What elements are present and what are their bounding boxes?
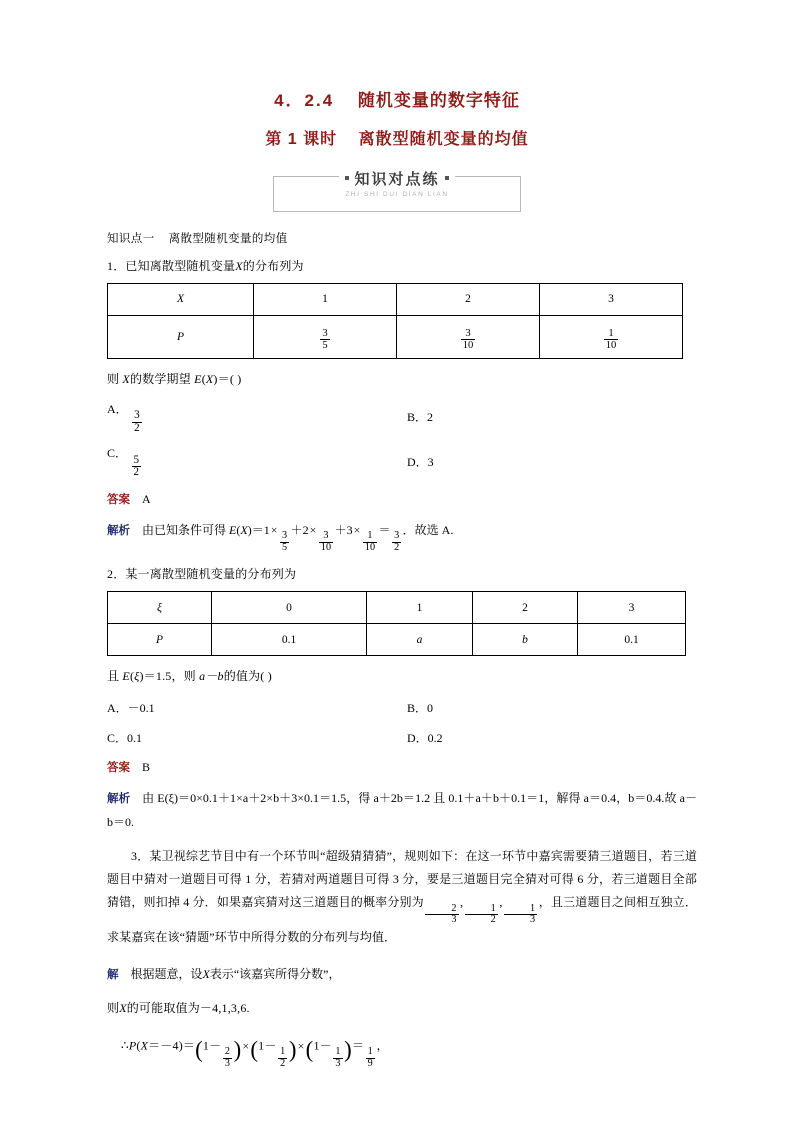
q2-question-tail: 的值为( ) bbox=[223, 669, 272, 684]
fraction-denominator: 9 bbox=[367, 1057, 373, 1069]
section-badge-wrap bbox=[0, 170, 794, 212]
q1-answer-line bbox=[107, 491, 697, 507]
q1-option-a[interactable] bbox=[107, 400, 407, 435]
q2-option-a-key: A． bbox=[107, 700, 128, 715]
fraction-denominator: 3 bbox=[425, 914, 458, 926]
fraction-denominator: 10 bbox=[364, 542, 376, 554]
q2-stem: 2．某一离散型随机变量的分布列为 bbox=[107, 567, 297, 582]
q2-row-label-xi: ξ bbox=[108, 592, 212, 624]
square-bullet-icon bbox=[445, 176, 449, 180]
analysis-label: 解析 bbox=[107, 793, 131, 806]
q1-p-value bbox=[397, 315, 540, 358]
fraction-numerator: 3 bbox=[134, 408, 140, 421]
lesson-title: 离散型随机变量的均值 bbox=[358, 130, 529, 148]
q1-x-value: 2 bbox=[397, 283, 540, 315]
q1-p-value bbox=[540, 315, 683, 358]
fraction-numerator: 1 bbox=[490, 902, 496, 914]
q2-option-b-key: B． bbox=[407, 700, 428, 715]
fraction-denominator: 10 bbox=[320, 542, 332, 554]
q1-question-mid: 的数学期望 bbox=[129, 371, 191, 386]
lesson-title-block bbox=[0, 128, 794, 152]
fraction-denominator: 2 bbox=[280, 1057, 286, 1069]
lesson-number: 第 1 课时 bbox=[265, 130, 338, 148]
fraction-denominator: 5 bbox=[322, 340, 328, 352]
q2-option-b[interactable] bbox=[407, 699, 647, 716]
fraction-denominator: 10 bbox=[605, 340, 617, 352]
q1-option-b-text: 2 bbox=[427, 410, 434, 425]
fraction bbox=[465, 904, 498, 927]
fraction bbox=[604, 328, 619, 351]
solution-label: 解 bbox=[107, 969, 119, 982]
q3-solution2-post: 的可能取值为－4,1,3,6. bbox=[126, 1001, 250, 1016]
q1-analysis-tail: ．故选 A. bbox=[402, 522, 454, 537]
q2-distribution-table bbox=[107, 591, 686, 656]
fraction-numerator: 1 bbox=[529, 902, 536, 914]
q1-option-row bbox=[107, 400, 697, 435]
fraction-denominator: 2 bbox=[394, 542, 400, 554]
fraction bbox=[132, 455, 142, 479]
q3-probability-var: X bbox=[140, 1038, 149, 1053]
q1-distribution-table bbox=[107, 283, 683, 359]
q3-solution-line1 bbox=[107, 963, 697, 987]
q2-option-a[interactable] bbox=[107, 699, 407, 716]
q1-expectation-symbol: E bbox=[194, 371, 202, 386]
fraction-denominator: 3 bbox=[335, 1057, 341, 1069]
fraction bbox=[461, 328, 476, 351]
q3-line3-tail: ， bbox=[376, 1038, 389, 1053]
q3-probability-eq: ＝－4)＝ bbox=[148, 1038, 196, 1053]
fraction bbox=[363, 531, 377, 554]
q1-analysis-line bbox=[107, 519, 697, 554]
fraction-numerator: 1 bbox=[367, 1046, 373, 1058]
q2-question-pre: 且 bbox=[107, 669, 120, 684]
q2-option-row bbox=[107, 727, 697, 747]
q1-stem-pre: 1．已知离散型随机变量 bbox=[107, 258, 236, 273]
q2-option-row bbox=[107, 697, 697, 717]
q2-answer-line bbox=[107, 759, 697, 775]
page-title-block bbox=[0, 0, 794, 152]
fraction-denominator: 3 bbox=[224, 1057, 231, 1069]
q3-solution2-pre: 则 bbox=[107, 1001, 120, 1016]
q2-option-d-text: 0.2 bbox=[427, 730, 443, 745]
q1-answer-value: A bbox=[142, 491, 151, 506]
knowledge-point-title: 离散型随机变量的均值 bbox=[168, 232, 288, 245]
q1-expectation-var: X bbox=[205, 371, 214, 386]
q3-solution-line2 bbox=[107, 999, 697, 1017]
answer-label: 答案 bbox=[107, 493, 130, 506]
fraction-numerator: 1 bbox=[280, 1046, 286, 1058]
q1-question-var: X bbox=[122, 371, 130, 386]
q3-solution2-var: X bbox=[119, 1001, 127, 1016]
q1-row-label-p: P bbox=[108, 315, 254, 358]
q1-option-b[interactable] bbox=[407, 408, 647, 425]
q2-option-c-text: 0.1 bbox=[127, 730, 143, 745]
q2-expectation-symbol: E bbox=[122, 669, 130, 684]
fraction-numerator: 2 bbox=[224, 1046, 231, 1058]
table-row bbox=[108, 315, 683, 358]
q1-option-b-key: B． bbox=[407, 410, 428, 425]
q2-option-a-text: －0.1 bbox=[127, 700, 155, 715]
knowledge-point-tag: 知识点一 bbox=[107, 232, 155, 245]
q1-question-pre: 则 bbox=[107, 371, 120, 386]
q2-option-d[interactable] bbox=[407, 729, 647, 746]
fraction bbox=[366, 1047, 375, 1070]
knowledge-point-heading bbox=[107, 230, 697, 246]
q3-solution-pre: 根据题意，设 bbox=[130, 967, 203, 982]
q2-options bbox=[107, 697, 697, 747]
analysis-label: 解析 bbox=[107, 524, 130, 537]
fraction-numerator: 3 bbox=[281, 530, 288, 542]
q2-x-value: 0 bbox=[212, 592, 367, 624]
q1-option-a-key: A． bbox=[107, 401, 128, 416]
fraction bbox=[320, 328, 329, 351]
q3-stem-text: 3．某卫视综艺节目中有一个环节叫“超级猜猜猜”，规则如下：在这一环节中嘉宾需要猜三道题目，若三道题目中猜对一道题目可得 1 分，若猜对两道题目可得 3 分，要是三道题目完全猜对可得 6 分，若三道题目全部猜错，则扣掉 4 分．如果嘉宾猜对这三道题目的概率分别为 bbox=[107, 848, 697, 909]
fraction bbox=[278, 1047, 287, 1070]
fraction bbox=[319, 531, 333, 554]
q2-option-b-text: 0 bbox=[427, 700, 434, 715]
chapter-title: 随机变量的数字特征 bbox=[357, 91, 520, 110]
therefore-icon: ∴ bbox=[121, 1038, 129, 1053]
section-badge-pinyin: ZHI SHI DUI DIAN LIAN bbox=[345, 190, 449, 198]
table-row bbox=[108, 592, 686, 624]
q2-option-c-key: C． bbox=[107, 730, 128, 745]
table-row bbox=[108, 283, 683, 315]
q1-option-row bbox=[107, 444, 697, 479]
answer-label: 答案 bbox=[107, 762, 130, 775]
section-badge-inner bbox=[339, 168, 454, 198]
q1-option-d-text: 3 bbox=[427, 455, 434, 470]
fraction-numerator: 5 bbox=[133, 453, 140, 466]
fraction bbox=[504, 904, 537, 927]
q2-question-mid: )＝1.5，则 bbox=[139, 669, 196, 684]
fraction bbox=[392, 531, 401, 554]
fraction bbox=[333, 1047, 342, 1070]
q1-option-d-key: D． bbox=[407, 455, 428, 470]
q2-expectation-var: ξ bbox=[134, 669, 140, 684]
fraction bbox=[280, 531, 289, 554]
fraction-denominator: 5 bbox=[281, 542, 288, 554]
q1-row-label-x: X bbox=[108, 283, 254, 315]
table-row bbox=[108, 624, 686, 656]
q1-option-d[interactable] bbox=[407, 453, 647, 470]
q2-x-value: 2 bbox=[473, 592, 578, 624]
fraction-numerator: 1 bbox=[608, 327, 614, 339]
fraction bbox=[132, 410, 142, 434]
page-title bbox=[0, 88, 794, 114]
q2-p-value: 0.1 bbox=[578, 624, 686, 656]
q3-solution-post: 表示“该嘉宾所得分数”， bbox=[209, 967, 341, 982]
fraction-numerator: 3 bbox=[394, 530, 400, 542]
q1-analysis-body: 由已知条件可得 E(X)＝1× $\frac{3}{5}$ ＋2× $\frac{3}{10}$ ＋3× $\frac{1}{10}$ ＝ $\frac{3}{2}$ ．故选 A. bbox=[142, 522, 454, 554]
section-badge-title: 知识对点练 bbox=[354, 170, 440, 188]
content-area bbox=[97, 230, 697, 1070]
q2-question: 且 E(ξ)＝1.5，则 a－b的值为( ) bbox=[107, 669, 272, 684]
q1-x-value: 3 bbox=[540, 283, 683, 315]
q1-option-c-key: C． bbox=[107, 446, 128, 461]
q2-option-c[interactable] bbox=[107, 729, 407, 746]
q2-answer-value: B bbox=[142, 760, 151, 775]
q2-p-value: a bbox=[367, 624, 473, 656]
fraction-denominator: 2 bbox=[134, 421, 140, 434]
chapter-number: 4．2.4 bbox=[274, 91, 335, 110]
fraction-numerator: 1 bbox=[335, 1046, 341, 1058]
fraction-numerator: 2 bbox=[451, 902, 457, 914]
q2-p-value: 0.1 bbox=[212, 624, 367, 656]
q2-p-value: b bbox=[473, 624, 578, 656]
q2-row-label-p: P bbox=[108, 624, 212, 656]
q3-solution-var: X bbox=[202, 967, 210, 982]
q1-options bbox=[107, 400, 697, 479]
q2-x-value: 1 bbox=[367, 592, 473, 624]
q2-question-vars: a－b bbox=[199, 669, 224, 684]
q3-stem-tail: ，且三道题目之间相互独立．求某嘉宾在该“猜题”环节中所得分数的分布列与均值． bbox=[107, 894, 697, 945]
fraction-numerator: 3 bbox=[465, 327, 471, 339]
q1-stem-var: X bbox=[235, 258, 243, 273]
fraction-denominator: 3 bbox=[504, 914, 537, 926]
q3-probability-symbol: P bbox=[128, 1038, 137, 1053]
fraction-denominator: 2 bbox=[465, 914, 498, 926]
q1-x-value: 1 bbox=[254, 283, 397, 315]
section-badge bbox=[273, 170, 521, 212]
q1-question-tail: )＝( ) bbox=[213, 371, 242, 386]
q3-stem: 3．某卫视综艺节目中有一个环节叫“超级猜猜猜”，规则如下：在这一环节中嘉宾需要猜三道题目，若三道题目中猜对一道题目可得 1 分，若猜对两道题目可得 3 分，要是三道题目完全猜对可得 6 分，若三道题目全部猜错，则扣掉 4 分．如果嘉宾猜对这三道题目的概率分别为 $\frac{2}{3}$ , $\frac{1}{2}$ , $\frac{1}{3}$ ，且三道题目之间相互独立．求某嘉宾在该“猜题”环节中所得分数的分布列与均值． bbox=[107, 848, 697, 945]
fraction-numerator: 1 bbox=[367, 530, 373, 542]
q3-solution-body1 bbox=[131, 967, 341, 981]
q1-option-c[interactable] bbox=[107, 444, 407, 479]
fraction-numerator: 3 bbox=[323, 530, 329, 542]
fraction-denominator: 2 bbox=[133, 466, 140, 479]
q2-x-value: 3 bbox=[578, 592, 686, 624]
q2-analysis-line bbox=[107, 787, 697, 834]
section-badge-row bbox=[345, 168, 448, 189]
fraction-denominator: 10 bbox=[462, 340, 474, 352]
q1-stem-tail: 的分布列为 bbox=[242, 258, 304, 273]
q1-p-value bbox=[254, 315, 397, 358]
q1-analysis-pre: 由已知条件可得 bbox=[142, 522, 227, 537]
fraction bbox=[425, 904, 458, 927]
q1-stem bbox=[107, 257, 697, 275]
q2-analysis-body: 由 E(ξ)＝0×0.1＋1×a＋2×b＋3×0.1＝1.5，得 a＋2b＝1.2 且 0.1＋a＋b＋0.1＝1，解得 a＝0.4，b＝0.4.故 a－b＝0. bbox=[107, 791, 697, 829]
square-bullet-icon bbox=[345, 176, 349, 180]
q2-option-d-key: D． bbox=[407, 730, 428, 745]
fraction bbox=[223, 1047, 232, 1070]
q1-question: 则 X的数学期望 E(X)＝( ) bbox=[107, 371, 242, 386]
fraction-numerator: 3 bbox=[322, 327, 328, 339]
q3-solution-line3: ∴P(X＝－4)＝(1－ $\frac{2}{3}$ )×(1－ $\frac{1}{2}$ )×(1－ $\frac{1}{3}$ )＝ $\frac{1}{9}$ ， bbox=[121, 1037, 389, 1069]
